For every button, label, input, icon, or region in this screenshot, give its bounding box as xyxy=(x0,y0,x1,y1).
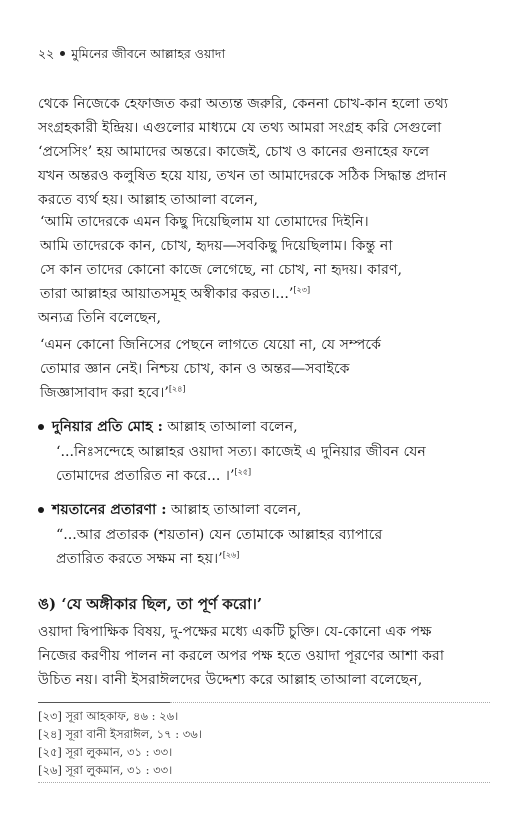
bullet-label: শয়তানের প্রতারণা : xyxy=(52,502,167,518)
bullet-item-2 xyxy=(38,498,301,522)
bullet-text: আল্লাহ তাআলা বলেন, xyxy=(162,419,298,435)
quote-2 xyxy=(40,333,381,405)
quote-1 xyxy=(40,210,402,306)
page-number: ২২ xyxy=(38,46,55,61)
text-line: ওয়াদা দ্বিপাক্ষিক বিষয়, দু-পক্ষের মধ্যে একটি চুক্তি। যে-কোনো এক পক্ষ xyxy=(38,624,432,640)
footnote-ref: [২৫] xyxy=(234,467,252,477)
quote-4 xyxy=(56,523,382,571)
bullet-icon xyxy=(38,507,44,513)
text-fragment: তারা আল্লাহর আয়াতসমূহ অস্বীকার করত।...’ xyxy=(40,286,294,302)
footnote: [২৬] সূরা লুকমান, ৩১ : ৩৩। xyxy=(38,763,173,777)
footnote-ref: [২৬] xyxy=(222,550,240,560)
text-line: নিজের করণীয় পালন না করলে অপর পক্ষ হতে ওয়াদা পূরণের আশা করা xyxy=(38,648,444,664)
text-fragment: প্রতারিত করতে সক্ষম না হয়।’ xyxy=(56,551,223,567)
footnote-divider xyxy=(38,702,170,703)
text-fragment: জিজ্ঞাসাবাদ করা হবে।’ xyxy=(40,385,169,401)
text-fragment: তোমাদের প্রতারিত না করে... ।’ xyxy=(56,468,235,484)
footnote-ref: [২৩] xyxy=(293,285,311,295)
text-line: “...আর প্রতারক (শয়তান) যেন তোমাকে আল্লাহর ব্যাপারে xyxy=(56,527,383,543)
footnote: [২৫] সূরা লুকমান, ৩১ : ৩৩। xyxy=(38,745,173,759)
text-line: উচিত নয়। বানী ইসরাঈলদের উদ্দেশ্য করে আল্লাহ তাআলা বলেছেন, xyxy=(38,672,423,688)
text-line xyxy=(56,547,382,571)
text-line: থেকে নিজেকে হেফাজত করা অত্যন্ত জরুরি, কেননা চোখ-কান হলো তথ্য xyxy=(38,96,449,112)
text-line: আমি তাদেরকে কান, চোখ, হৃদয়—সবকিছু দিয়েছিলাম। কিন্তু না xyxy=(40,238,393,254)
separator-dot-icon xyxy=(60,51,65,56)
text-line: ‘...নিঃসন্দেহে আল্লাহর ওয়াদা সত্য। কাজেই এ দুনিয়ার জীবন যেন xyxy=(56,444,426,460)
paragraph-2: অন্যত্র তিনি বলেছেন, xyxy=(38,310,161,326)
bottom-divider xyxy=(38,782,490,783)
quote-3 xyxy=(56,440,426,488)
text-line: যখন অন্তরও কলুষিত হয়ে যায়, তখন তা আমাদেরকে সঠিক সিদ্ধান্ত প্রদান xyxy=(38,168,447,184)
running-header xyxy=(38,46,225,66)
bullet-label: দুনিয়ার প্রতি মোহ : xyxy=(52,419,163,435)
text-line: ‘প্রসেসিং’ হয় আমাদের অন্তরে। কাজেই, চোখ ও কানের গুনাহের ফলে xyxy=(38,144,430,160)
book-title: মুমিনের জীবনে আল্লাহর ওয়াদা xyxy=(71,46,226,61)
footnote: [২৪] সূরা বানী ইসরাঈল, ১৭ : ৩৬। xyxy=(38,727,202,741)
text-line: করতে ব্যর্থ হয়। আল্লাহ তাআলা বলেন, xyxy=(38,192,259,208)
text-line: ‘এমন কোনো জিনিসের পেছনে লাগতে যেয়ো না, যে সম্পর্কে xyxy=(40,337,382,353)
text-line: সংগ্রহকারী ইন্দ্রিয়। এগুলোর মাধ্যমে যে তথ্য আমরা সংগ্রহ করি সেগুলো xyxy=(38,120,442,136)
section-heading: ঙ) ‘যে অঙ্গীকার ছিল, তা পূর্ণ করো।’ xyxy=(38,595,263,613)
footnote-ref: [২৪] xyxy=(168,384,186,394)
text-line xyxy=(40,282,402,306)
footnote-divider-dotted xyxy=(170,702,490,703)
paragraph-1 xyxy=(38,92,448,212)
bullet-icon xyxy=(38,424,44,430)
text-line: সে কান তাদের কোনো কাজে লেগেছে, না চোখ, না হৃদয়। কারণ, xyxy=(40,262,403,278)
bullet-item-1 xyxy=(38,415,298,439)
text-line xyxy=(56,464,426,488)
text-line: তোমার জ্ঞান নেই। নিশ্চয় চোখ, কান ও অন্তর—সবাইকে xyxy=(40,361,350,377)
footnote: [২৩] সূরা আহকাফ, ৪৬ : ২৬। xyxy=(38,709,179,723)
text-line xyxy=(40,381,381,405)
bullet-text: আল্লাহ তাআলা বলেন, xyxy=(166,502,302,518)
paragraph-3 xyxy=(38,620,444,692)
text-line: ‘আমি তাদেরকে এমন কিছু দিয়েছিলাম যা তোমাদের দিইনি। xyxy=(40,214,369,230)
